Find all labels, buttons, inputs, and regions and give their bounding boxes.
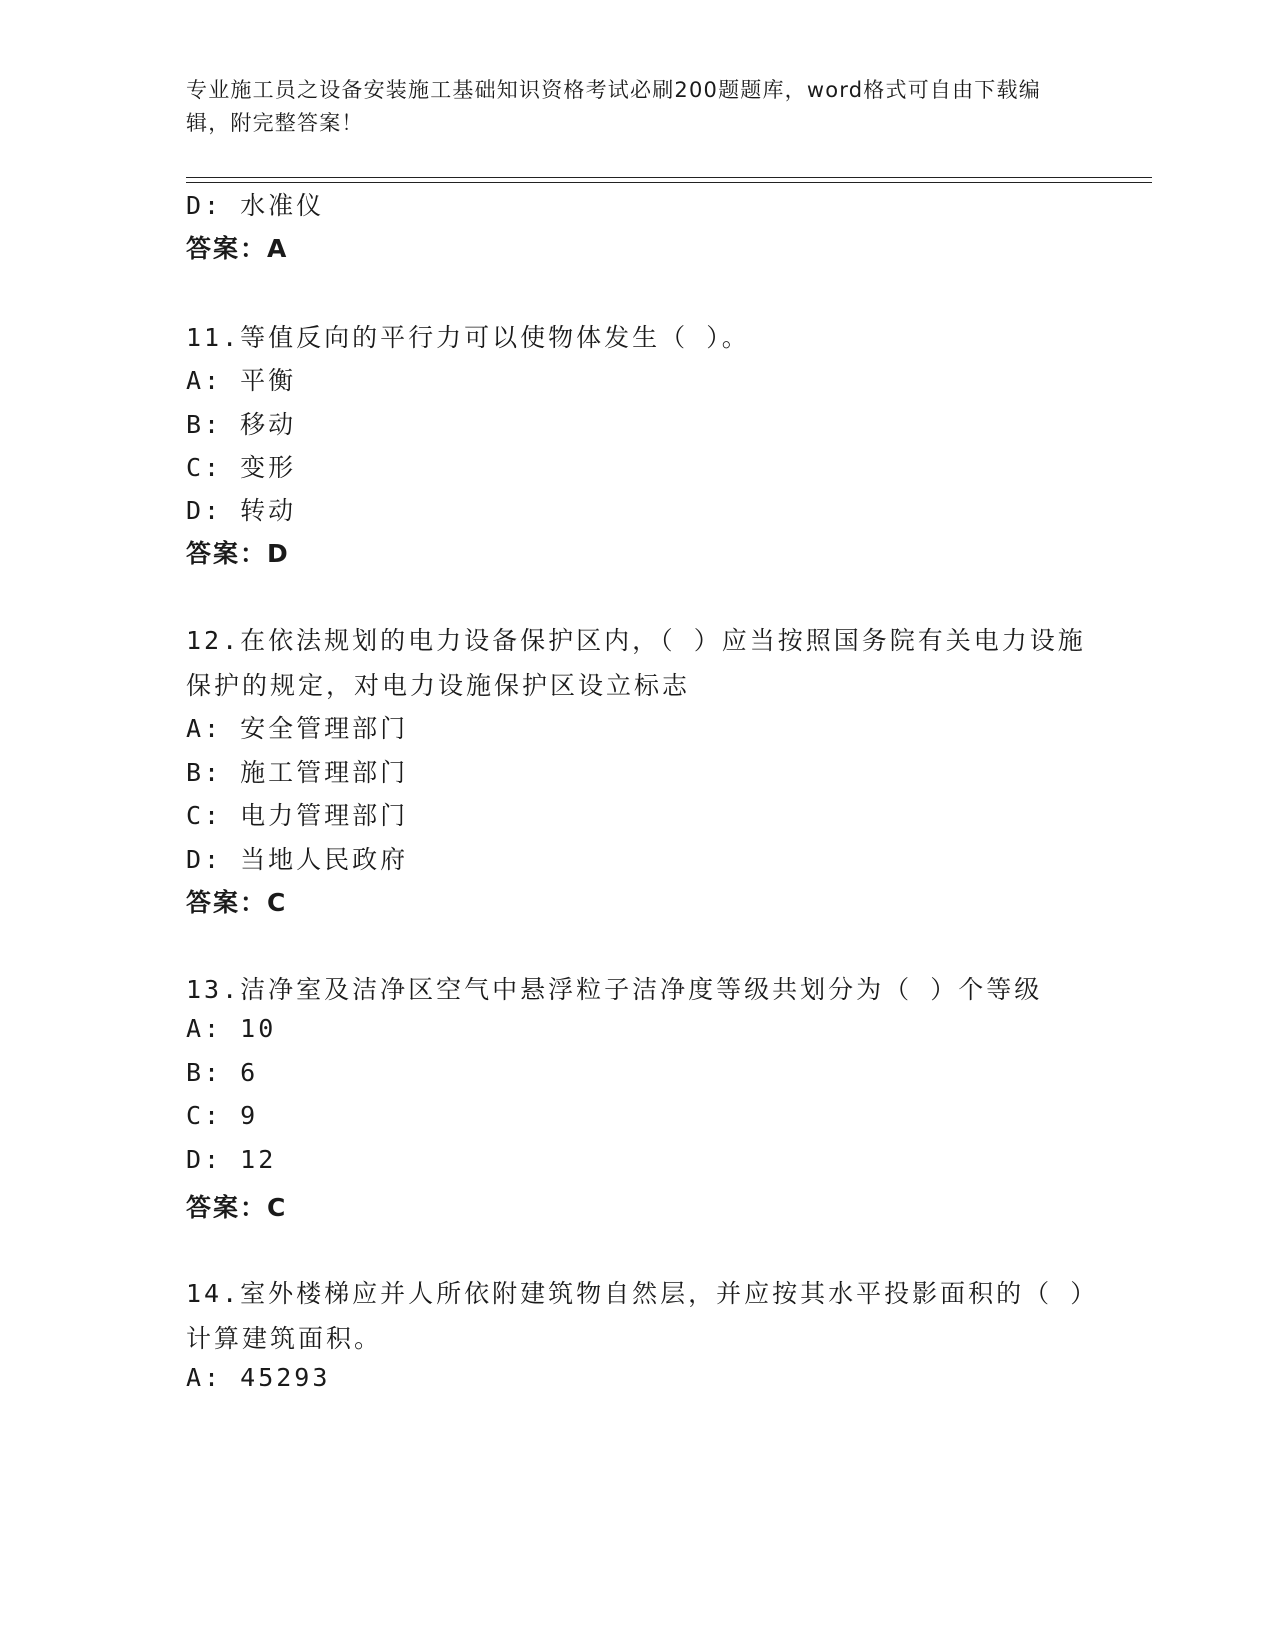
- q14-question: 14.室外楼梯应并人所依附建筑物自然层，并应按其水平投影面积的（ ）计算建筑面积。: [186, 1279, 1086, 1353]
- q12-option-b: B: 施工管理部门: [186, 758, 409, 787]
- prev-option-d: D: 水准仪: [186, 191, 325, 220]
- q12-option-a: A: 安全管理部门: [186, 714, 409, 743]
- q13-option-c: C: 9: [186, 1101, 259, 1130]
- q12-answer: 答案：C: [186, 888, 288, 917]
- header-rule-top: [186, 177, 1152, 178]
- q11-option-b: B: 移动: [186, 410, 297, 439]
- header-rule-bottom: [186, 182, 1152, 183]
- q12-question: 12.在依法规划的电力设备保护区内，（ ）应当按照国务院有关电力设施保护的规定，对电力设施保护区设立标志: [186, 626, 1086, 700]
- q13-option-a: A: 10: [186, 1014, 277, 1043]
- q11-option-d: D: 转动: [186, 496, 297, 525]
- q11-question: 11.等值反向的平行力可以使物体发生（ ）。: [186, 323, 750, 352]
- q13-option-b: B: 6: [186, 1058, 259, 1087]
- prev-answer: 答案：A: [186, 234, 289, 263]
- q13-question: 13.洁净室及洁净区空气中悬浮粒子洁净度等级共划分为（ ）个等级: [186, 975, 1043, 1004]
- q11-answer: 答案：D: [186, 539, 290, 568]
- q11-option-c: C: 变形: [186, 453, 297, 482]
- q12-option-c: C: 电力管理部门: [186, 801, 409, 830]
- q13-answer: 答案：C: [186, 1193, 288, 1222]
- q11-option-a: A: 平衡: [186, 366, 297, 395]
- q13-option-d: D: 12: [186, 1145, 277, 1174]
- q14-option-a: A: 45293: [186, 1363, 331, 1392]
- q12-option-d: D: 当地人民政府: [186, 845, 409, 874]
- document-header: 专业施工员之设备安装施工基础知识资格考试必刷200题题库，word格式可自由下载编辑，附完整答案！: [186, 78, 1041, 135]
